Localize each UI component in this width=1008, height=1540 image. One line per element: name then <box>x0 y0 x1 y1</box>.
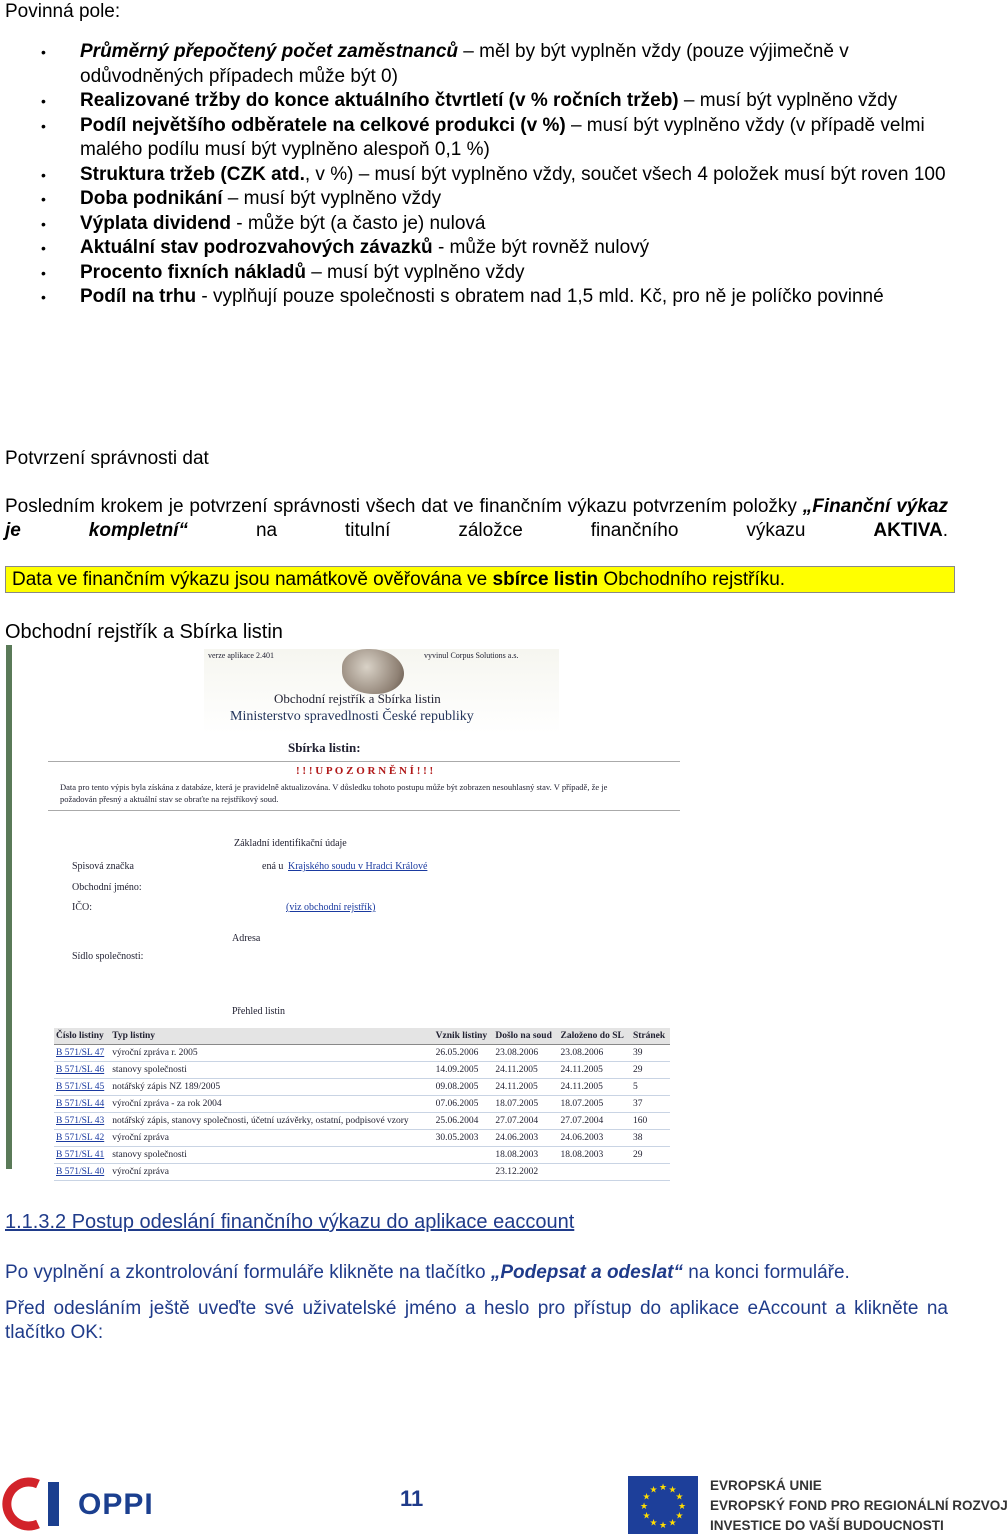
table-cell: stanovy společnosti <box>110 1062 433 1079</box>
required-item <box>0 212 948 237</box>
table-row <box>54 1164 670 1181</box>
seat-label: Sídlo společnosti: <box>72 951 144 962</box>
document-link[interactable]: B 571/SL 40 <box>54 1164 110 1181</box>
eu-line: EVROPSKÁ UNIE <box>710 1478 822 1493</box>
table-row <box>54 1045 670 1062</box>
eu-flag-icon <box>628 1476 698 1534</box>
document-link[interactable]: B 571/SL 44 <box>54 1096 110 1113</box>
eu-text <box>710 1476 1008 1536</box>
table-row <box>54 1062 670 1079</box>
required-item-rule: - vyplňují pouze společnosti s obratem nad 1,5 mld. Kč, pro ně je políčko povinné <box>196 286 884 307</box>
table-cell: výroční zpráva <box>110 1130 433 1147</box>
required-item <box>0 187 948 212</box>
required-item-name: Doba podnikání <box>80 188 223 209</box>
table-cell: 29 <box>631 1147 670 1164</box>
basic-info-label: Základní identifikační údaje <box>234 838 347 849</box>
address-label: Adresa <box>232 933 261 944</box>
table-header: Vznik listiny <box>434 1028 494 1045</box>
eu-star-icon: ★ <box>658 1520 668 1530</box>
ico-label: IČO: <box>72 902 92 913</box>
documents-table <box>54 1028 670 1181</box>
heading-required: Povinná pole: <box>5 1 121 22</box>
eu-star-icon: ★ <box>675 1491 684 1502</box>
table-cell: stanovy společnosti <box>110 1147 433 1164</box>
court-prefix: ená u <box>262 861 284 872</box>
documents-overview-label: Přehled listin <box>232 1006 286 1017</box>
document-link[interactable]: B 571/SL 42 <box>54 1130 110 1147</box>
required-item-rule: - může být (a často je) nulová <box>230 212 486 234</box>
table-cell: 160 <box>631 1113 670 1130</box>
bullet-icon: • <box>41 289 46 305</box>
confirm-heading: Potvrzení správnosti dat <box>5 448 209 469</box>
app-vendor: vyvinul Corpus Solutions a.s. <box>424 651 519 660</box>
app-version: verze aplikace 2.401 <box>208 651 274 660</box>
table-cell: 07.06.2005 <box>434 1096 494 1113</box>
divider <box>48 761 680 762</box>
register-screenshot <box>6 645 682 1177</box>
required-item <box>0 114 948 163</box>
required-item-name: Realizované tržby do konce aktuálního čtvrtletí (v % ročních tržeb) <box>80 90 679 111</box>
notice-text: Data pro tento výpis byla získána z databáze, která je pravidelně aktualizována. V důsledku tohoto postupu může být zobrazen nesouhlasný stav. V případě, že je požadován přesný a aktuální stav se obraťte na rejstříkový soud. <box>60 782 608 804</box>
table-cell: 24.06.2003 <box>493 1130 558 1147</box>
bullet-icon: • <box>41 264 46 281</box>
table-cell: výroční zpráva r. 2005 <box>110 1045 433 1062</box>
oppi-emblem-icon <box>12 1478 74 1530</box>
table-cell: notářský zápis NZ 189/2005 <box>110 1079 433 1096</box>
warning-text: ! ! ! U P O Z O R N Ě N Í ! ! ! <box>296 765 434 777</box>
table-header: Stránek <box>631 1028 670 1045</box>
eu-star-icon: ★ <box>668 1484 677 1495</box>
eu-star-icon: ★ <box>668 1517 677 1528</box>
table-cell: 18.08.2003 <box>493 1147 558 1164</box>
required-item-name: Struktura tržeb (CZK atd. <box>80 163 305 185</box>
table-cell <box>631 1164 670 1181</box>
table-cell: 25.06.2004 <box>434 1113 494 1130</box>
ministry-title: Ministerstvo spravedlnosti České republiky <box>230 709 474 724</box>
table-cell: 23.08.2006 <box>558 1045 631 1062</box>
table-cell: 24.11.2005 <box>558 1079 631 1096</box>
document-link[interactable]: B 571/SL 45 <box>54 1079 110 1096</box>
oppi-text: OPPI <box>78 1488 154 1521</box>
table-cell: 09.08.2005 <box>434 1079 494 1096</box>
bullet-icon: • <box>41 166 46 183</box>
table-cell: 29 <box>631 1062 670 1079</box>
confirm-paragraph: Posledním krokem je potvrzení správnosti všech dat ve finančním výkazu potvrzením položky „Finanční výkaz je kompletní“ na titulní záložce finančního výkazu AKTIVA. <box>5 496 948 541</box>
register-link[interactable]: (viz obchodní rejstřík) <box>286 902 376 913</box>
eu-star-icon: ★ <box>675 1510 684 1521</box>
sbirka-label: Sbírka listin: <box>288 740 361 755</box>
required-item-name: Výplata dividend <box>80 212 231 234</box>
table-header: Došlo na soud <box>493 1028 558 1045</box>
table-cell: 5 <box>631 1079 670 1096</box>
required-item <box>0 163 948 188</box>
table-cell: 24.11.2005 <box>493 1062 558 1079</box>
table-cell: 18.07.2005 <box>558 1096 631 1113</box>
required-item-rule: – musí být vyplněno vždy <box>305 261 525 283</box>
table-header: Číslo listiny <box>54 1028 110 1045</box>
required-item-rule: – měl by být vyplněn vždy (pouze výjimečně v odůvodněných případech může být 0) <box>80 41 849 87</box>
document-link[interactable]: B 571/SL 41 <box>54 1147 110 1164</box>
required-item <box>0 236 948 261</box>
required-item-name: Procento fixních nákladů <box>80 261 306 283</box>
bullet-icon: • <box>41 240 46 256</box>
bullet-icon: • <box>41 191 46 207</box>
required-item-rule: - může být rovněž nulový <box>432 237 650 258</box>
oppi-logo <box>12 1478 162 1530</box>
required-item <box>0 89 948 114</box>
table-row <box>54 1079 670 1096</box>
section-title: 1.1.3.2 Postup odeslání finančního výkazu do aplikace eaccount <box>5 1211 575 1233</box>
document-link[interactable]: B 571/SL 46 <box>54 1062 110 1079</box>
eu-star-icon: ★ <box>649 1484 658 1495</box>
required-item <box>0 261 948 286</box>
required-item-rule: – musí být vyplněno vždy <box>222 188 442 209</box>
table-cell: 23.12.2002 <box>493 1164 558 1181</box>
table-header: Založeno do SL <box>558 1028 631 1045</box>
table-row <box>54 1130 670 1147</box>
register-title: Obchodní rejstřík a Sbírka listin <box>274 691 441 706</box>
required-fields-list <box>0 40 948 310</box>
table-cell: 39 <box>631 1045 670 1062</box>
divider <box>48 810 680 811</box>
table-cell: 38 <box>631 1130 670 1147</box>
table-cell: 18.08.2003 <box>558 1147 631 1164</box>
eu-star-icon: ★ <box>677 1501 687 1511</box>
court-link[interactable]: Krajského soudu v Hradci Králové <box>288 861 428 872</box>
document-link[interactable]: B 571/SL 43 <box>54 1113 110 1130</box>
table-cell <box>558 1164 631 1181</box>
table-cell: notářský zápis, stanovy společnosti, účetní uzávěrky, ostatní, podpisové vzory <box>110 1113 433 1130</box>
required-item-name: Průměrný přepočtený počet zaměstnanců <box>80 41 458 62</box>
table-row <box>54 1096 670 1113</box>
table-cell: 26.05.2006 <box>434 1045 494 1062</box>
eu-star-icon: ★ <box>642 1491 651 1502</box>
table-cell: 24.06.2003 <box>558 1130 631 1147</box>
table-row <box>54 1113 670 1130</box>
table-row <box>54 1147 670 1164</box>
required-item-rule: , v %) – musí být vyplněno vždy, součet všech 4 položek musí být roven 100 <box>304 163 946 185</box>
bullet-icon: • <box>41 44 46 60</box>
table-cell: výroční zpráva <box>110 1164 433 1181</box>
required-item-rule: – musí být vyplněno vždy (v případě velmi malého podílu musí být vyplněno alespoň 0,1 %) <box>80 114 925 160</box>
table-cell: 23.08.2006 <box>493 1045 558 1062</box>
eu-star-icon: ★ <box>639 1501 649 1511</box>
login-paragraph: Před odesláním ještě uveďte své uživatelské jméno a heslo pro přístup do aplikace eAccount a klikněte na tlačítko OK: <box>5 1298 948 1343</box>
table-cell: výroční zpráva - za rok 2004 <box>110 1096 433 1113</box>
table-cell: 18.07.2005 <box>493 1096 558 1113</box>
table-cell: 24.11.2005 <box>493 1079 558 1096</box>
table-cell <box>434 1147 494 1164</box>
table-cell: 27.07.2004 <box>558 1113 631 1130</box>
bullet-icon: • <box>41 117 46 134</box>
send-paragraph: Po vyplnění a zkontrolování formuláře klikněte na tlačítko „Podepsat a odeslat“ na konci formuláře. <box>5 1262 850 1283</box>
required-item-name: Podíl největšího odběratele na celkové produkci (v %) <box>80 114 566 136</box>
register-heading: Obchodní rejstřík a Sbírka listin <box>5 621 283 643</box>
eu-line: INVESTICE DO VAŠÍ BUDOUCNOSTI <box>710 1518 944 1533</box>
table-cell: 14.09.2005 <box>434 1062 494 1079</box>
required-item-name: Podíl na trhu <box>80 286 197 307</box>
required-item <box>0 285 948 310</box>
eu-star-icon: ★ <box>642 1510 651 1521</box>
file-mark-label: Spisová značka <box>72 861 134 872</box>
required-item <box>0 40 948 89</box>
table-header: Typ listiny <box>110 1028 433 1045</box>
bullet-icon: • <box>41 215 46 232</box>
eu-star-icon: ★ <box>649 1517 658 1528</box>
required-item-name: Aktuální stav podrozvahových závazků <box>80 237 433 258</box>
table-cell: 37 <box>631 1096 670 1113</box>
page-number: 11 <box>400 1486 424 1511</box>
verification-highlight: Data ve finančním výkazu jsou namátkově ověřována ve sbírce listin Obchodního rejstříku. <box>5 566 955 593</box>
table-cell: 24.11.2005 <box>558 1062 631 1079</box>
table-cell: 30.05.2003 <box>434 1130 494 1147</box>
table-cell <box>434 1164 494 1181</box>
eu-line: EVROPSKÝ FOND PRO REGIONÁLNÍ ROZVOJ <box>710 1498 1008 1513</box>
company-name-label: Obchodní jméno: <box>72 882 142 893</box>
table-cell: 27.07.2004 <box>493 1113 558 1130</box>
document-link[interactable]: B 571/SL 47 <box>54 1045 110 1062</box>
bullet-icon: • <box>41 93 46 109</box>
eu-star-icon: ★ <box>658 1482 668 1492</box>
required-item-rule: – musí být vyplněno vždy <box>678 90 898 111</box>
